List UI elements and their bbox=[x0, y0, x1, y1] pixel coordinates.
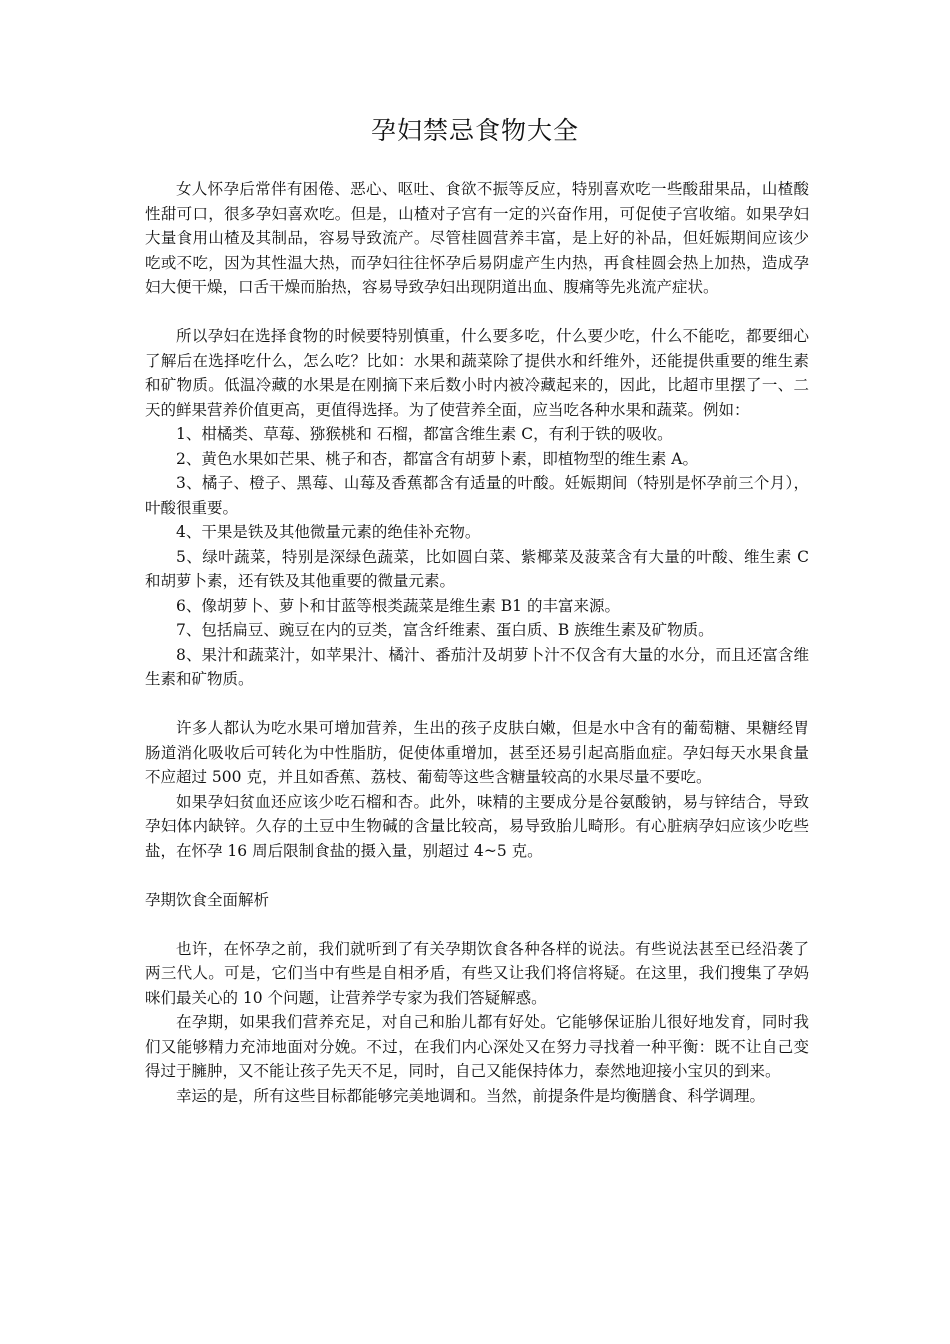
paragraph-spacer bbox=[145, 912, 809, 937]
list-item-6: 6、像胡萝卜、萝卜和甘蓝等根类蔬菜是维生素 B1 的丰富来源。 bbox=[176, 596, 620, 615]
page-title: 孕妇禁忌食物大全 bbox=[370, 116, 579, 145]
paragraph-nutrition: 在孕期，如果我们营养充足，对自己和胎儿都有好处。它能够保证胎儿很好地发育，同时我们又能够精力充沛地面对分娩。不过，在我们内心深处又在努力寻找着一种平衡：既不让自己变得过于臃肿，又不能让孩子先天不足，同时，自己又能保持体力，泰然地迎接小宝贝的到来。 bbox=[145, 1013, 809, 1080]
paragraph-preface: 也许，在怀孕之前，我们就听到了有关孕期饮食各种各样的说法。有些说法甚至已经沿袭了两三代人。可是，它们当中有些是自相矛盾，有些又让我们将信将疑。在这里，我们搜集了孕妈咪们最关心的 10 个问题，让营养学专家为我们答疑解惑。 bbox=[145, 939, 809, 1007]
paragraph-anemia: 如果孕妇贫血还应该少吃石榴和杏。此外，味精的主要成分是谷氨酸钠，易与锌结合，导致孕妇体内缺锌。久存的土豆中生物碱的含量比较高，易导致胎儿畸形。有心脏病孕妇应该少吃些盐，在怀孕 16 周后限制食盐的摄入量，别超过 4~5 克。 bbox=[145, 792, 809, 860]
list-item-1: 1、柑橘类、草莓、猕猴桃和 石榴，都富含维生素 C，有利于铁的吸收。 bbox=[176, 425, 673, 443]
list-item-8: 8、果汁和蔬菜汁，如苹果汁、橘汁、番茄汁及胡萝卜汁不仅含有大量的水分，而且还富含维生素和矿物质。 bbox=[145, 645, 809, 688]
document-body bbox=[145, 177, 809, 1108]
list-item-5: 5、绿叶蔬菜，特别是深绿色蔬菜，比如圆白菜、紫椰菜及菠菜含有大量的叶酸、维生素 C 和胡萝卜素，还有铁及其他重要的微量元素。 bbox=[145, 547, 809, 590]
list-item-7: 7、包括扁豆、豌豆在内的豆类，富含纤维素、蛋白质、B 族维生素及矿物质。 bbox=[176, 621, 714, 639]
paragraph-selection: 所以孕妇在选择食物的时候要特别慎重，什么要多吃，什么要少吃，什么不能吃，都要细心了解后在选择吃什么，怎么吃？比如：水果和蔬菜除了提供水和纤维外，还能提供重要的维生素和矿物质。低温冷藏的水果是在刚摘下来后数小时内被冷藏起来的，因此，比超市里摆了一、二天的鲜果营养价值更高，更值得选择。为了使营养全面，应当吃各种水果和蔬菜。例如： bbox=[145, 327, 809, 419]
paragraph-spacer bbox=[145, 692, 809, 717]
paragraph-balance: 幸运的是，所有这些目标都能够完美地调和。当然，前提条件是均衡膳食、科学调理。 bbox=[176, 1086, 766, 1105]
paragraph-intro: 女人怀孕后常伴有困倦、恶心、呕吐、食欲不振等反应，特别喜欢吃一些酸甜果品，山楂酸性甜可口，很多孕妇喜欢吃。但是，山楂对子宫有一定的兴奋作用，可促使子宫收缩。如果孕妇大量食用山楂及其制品，容易导致流产。尽管桂圆营养丰富，是上好的补品，但妊娠期间应该少吃或不吃，因为其性温大热，而孕妇往往怀孕后易阴虚产生内热，再食桂圆会热上加热，造成孕妇大便干燥，口舌干燥而胎热，容易导致孕妇出现阴道出血、腹痛等先兆流产症状。 bbox=[145, 180, 809, 296]
paragraph-spacer bbox=[145, 863, 809, 888]
list-item-2: 2、黄色水果如芒果、桃子和杏，都富含有胡萝卜素，即植物型的维生素 A。 bbox=[176, 449, 698, 468]
section-heading: 孕期饮食全面解析 bbox=[145, 890, 270, 909]
list-item-4: 4、干果是铁及其他微量元素的绝佳补充物。 bbox=[176, 523, 481, 541]
list-item-3: 3、橘子、橙子、黑莓、山莓及香蕉都含有适量的叶酸。妊娠期间（特别是怀孕前三个月），叶酸很重要。 bbox=[145, 474, 809, 517]
paragraph-fruit-sugar: 许多人都认为吃水果可增加营养，生出的孩子皮肤白嫩，但是水中含有的葡萄糖、果糖经胃肠道消化吸收后可转化为中性脂肪，促使体重增加，甚至还易引起高脂血症。孕妇每天水果食量不应超过 500 克，并且如香蕉、荔枝、葡萄等这些含糖量较高的水果尽量不要吃。 bbox=[145, 719, 809, 786]
paragraph-spacer bbox=[145, 300, 809, 325]
